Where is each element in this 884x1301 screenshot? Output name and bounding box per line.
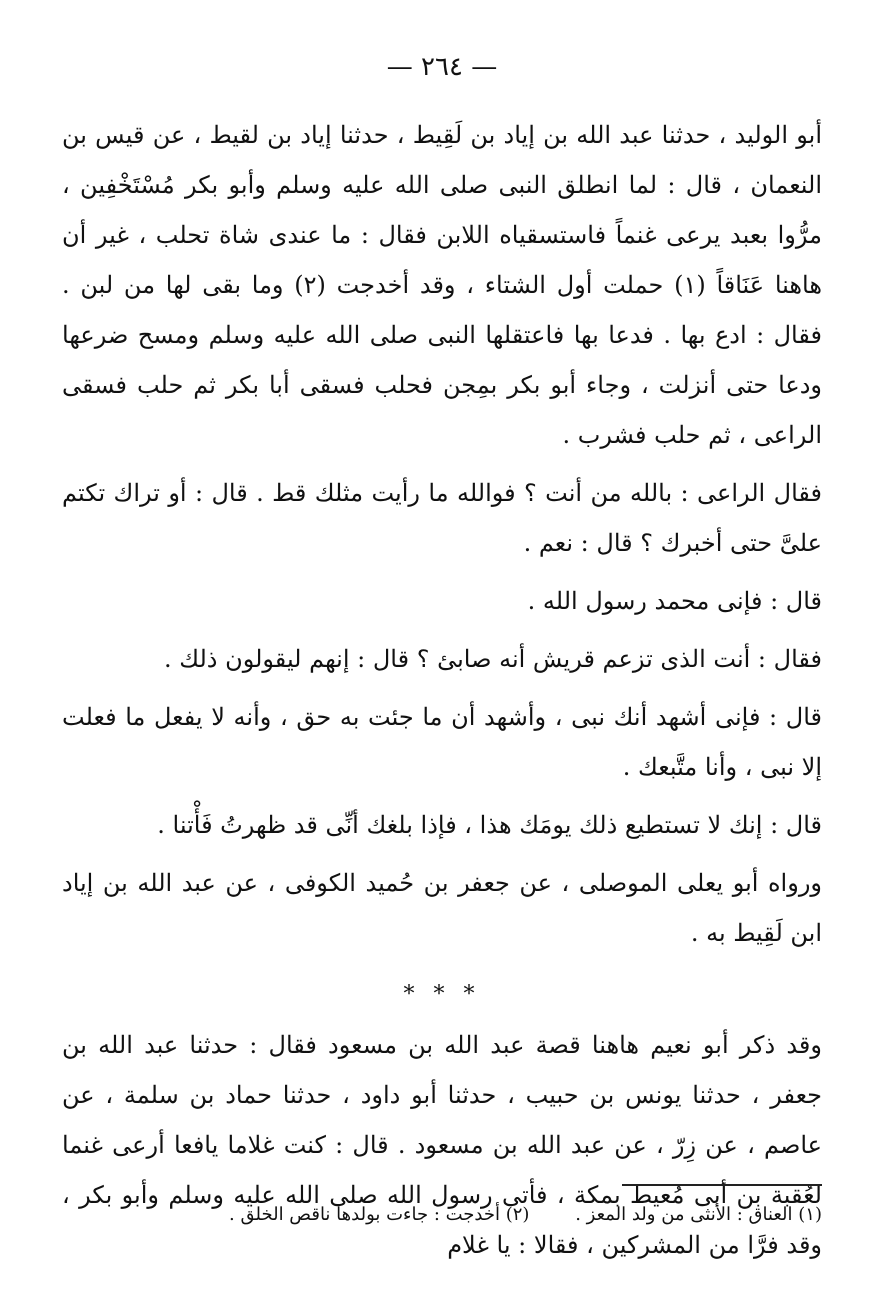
paragraph: فقال : أنت الذى تزعم قريش أنه صابئ ؟ قال : إنهم ليقولون ذلك . <box>163 645 822 673</box>
paragraph: ورواه أبو يعلى الموصلى ، عن جعفر بن حُميد الكوفى ، عن عبد الله بن إياد ابن لَقِيط به . <box>62 869 822 947</box>
paragraph: قال : فإنى أشهد أنك نبى ، وأشهد أن ما جئت به حق ، وأنه لا يفعل ما فعلت إلا نبى ، وأنا متَّبعك . <box>62 703 822 781</box>
main-text <box>62 110 822 1270</box>
paragraph: قال : إنك لا تستطيع ذلك يومَك هذا ، فإذا بلغك أنِّى قد ظهرتُ فَأْتنا . <box>157 811 822 839</box>
paragraph: أبو الوليد ، حدثنا عبد الله بن إياد بن لَقِيط ، حدثنا إياد بن لقيط ، عن قيس بن النعمان ، قال : لما انطلق النبى صلى الله عليه وسلم وأبو بكر مُسْتَخْفِين ، مرُّوا بعبد يرعى غنماً فاستسقياه اللابن فقال : ما عندى شاة تحلب ، غير أن هاهنا عَنَاقاً (١) حملت أول الشتاء ، وقد أخدجت (٢) وما بقى لها من لبن . فقال : ادع بها . فدعا بها فاعتقلها النبى صلى الله عليه وسلم ومسح ضرعها ودعا حتى أنزلت ، وجاء أبو بكر بمِجن فحلب فسقى أبا بكر ثم حلب فسقى الراعى ، ثم حلب فشرب . <box>62 121 823 449</box>
footnotes <box>62 1200 822 1230</box>
page-number: — ٢٦٤ — <box>386 52 498 82</box>
footnote: (٢) أخدجت : جاءت بولدها ناقص الخلق . <box>229 1204 530 1225</box>
footnote-divider <box>622 1184 822 1186</box>
footnote: (١) العناق : الأنثى من ولد المعز . <box>575 1204 822 1225</box>
paragraph: فقال الراعى : بالله من أنت ؟ فوالله ما رأيت مثلك قط . قال : أو تراك تكتم علىَّ حتى أخبرك ؟ قال : نعم . <box>62 479 822 557</box>
paragraph: وقد ذكر أبو نعيم هاهنا قصة عبد الله بن مسعود فقال : حدثنا عبد الله بن جعفر ، حدثنا يونس بن حبيب ، حدثنا أبو داود ، حدثنا حماد بن سلمة ، عن عاصم ، عن زِرّ ، عن عبد الله بن مسعود . قال : كنت غلاما يافعا أرعى غنما لعُقبة بن أبى مُعيط بمكة ، فأتى رسول الله صلى الله عليه وسلم وأبو بكر ، وقد فرَّا من المشركين ، فقالا : يا غلام <box>62 1031 822 1259</box>
section-separator: * * * <box>403 982 481 1007</box>
paragraph: قال : فإنى محمد رسول الله . <box>527 587 822 615</box>
